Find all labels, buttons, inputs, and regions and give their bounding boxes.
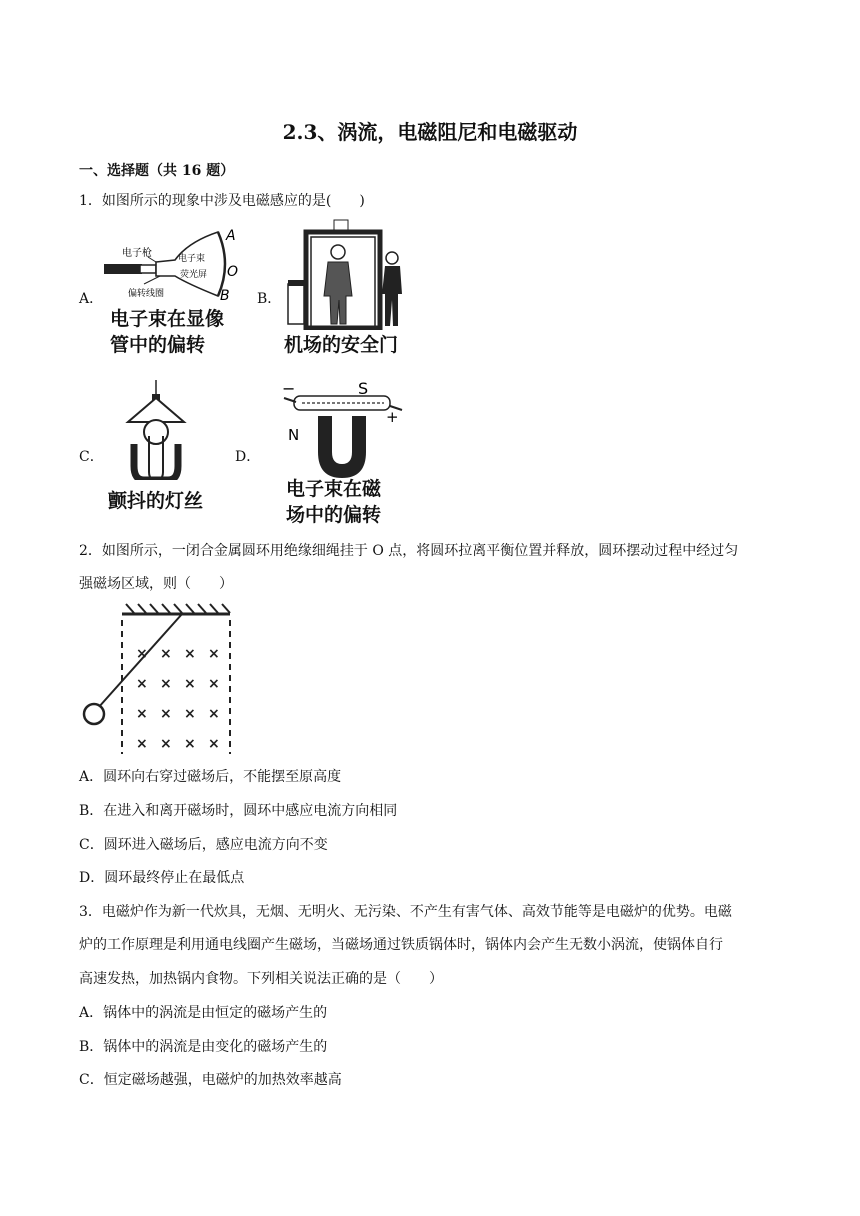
svg-text:A: A [226, 228, 236, 244]
q2-option-d: D．圆环最终停止在最低点 [79, 870, 245, 886]
q3-option-a: A．锅体中的涡流是由恒定的磁场产生的 [79, 1005, 328, 1021]
q1-figure-a [100, 222, 260, 362]
gun-label: 电子枪 [122, 248, 152, 259]
caption-a-line2: 管中的偏转 [110, 334, 206, 356]
screen-label: 荧光屏 [180, 270, 208, 280]
guard-body [382, 266, 402, 326]
q2-option-a: A．圆环向右穿过磁场后，不能摆至原高度 [79, 769, 342, 785]
svg-text:+: + [386, 408, 399, 426]
pendulum-field-diagram [76, 600, 236, 756]
q1-option-d-label: D． [235, 449, 261, 465]
q1-option-c-label: C． [79, 449, 104, 465]
q3-option-c: C．恒定磁场越强，电磁炉的加热效率越高 [79, 1072, 342, 1088]
horseshoe-magnet [318, 416, 366, 478]
metal-ring [84, 704, 104, 724]
caption-c: 颤抖的灯丝 [108, 490, 204, 512]
q2-option-b: B．在进入和离开磁场时，圆环中感应电流方向相同 [79, 803, 398, 819]
q3-option-b: B．锅体中的涡流是由变化的磁场产生的 [79, 1039, 328, 1055]
counter-box [288, 284, 304, 324]
q3-stem-line1: 3．电磁炉作为新一代炊具，无烟、无明火、无污染、不产生有害气体、高效节能等是电磁炉的优势。电磁 [79, 904, 732, 920]
q1-figure-b [282, 218, 422, 362]
q2-stem-line2: 强磁场区域，则（ ） [79, 576, 233, 592]
svg-text:N: N [288, 426, 300, 444]
electron-gun-nozzle [140, 265, 156, 273]
svg-text:×: × [184, 646, 196, 662]
svg-text:×: × [160, 646, 172, 662]
svg-text:S: S [358, 380, 369, 398]
q3-stem-line3: 高速发热，加热锅内食物。下列相关说法正确的是（ ） [79, 971, 443, 987]
bulb [144, 420, 168, 444]
svg-text:−: − [282, 380, 296, 398]
svg-text:×: × [136, 706, 148, 722]
person-body [324, 262, 352, 324]
svg-text:B: B [220, 288, 230, 300]
svg-text:×: × [208, 706, 220, 722]
section-heading: 一、选择题（共 16 题） [79, 163, 235, 179]
crt-tube-diagram [100, 222, 260, 300]
svg-text:×: × [208, 736, 220, 752]
lamp-shade [128, 398, 184, 422]
q1-option-a-label: A． [79, 291, 104, 307]
svg-text:×: × [184, 676, 196, 692]
guard-head [386, 252, 398, 264]
q3-stem-line2: 炉的工作原理是利用通电线圈产生磁场，当磁场通过铁质锅体时，锅体内会产生无数小涡流，使锅体自行 [79, 937, 723, 953]
svg-text:×: × [160, 706, 172, 722]
magnetic-field-crosses [136, 646, 220, 752]
ceiling-hatching [126, 604, 230, 613]
svg-text:×: × [160, 736, 172, 752]
u-magnet [134, 444, 178, 480]
caption-d-line2: 场中的偏转 [286, 504, 382, 526]
svg-text:×: × [184, 706, 196, 722]
beam-label: 电子束 [178, 254, 206, 264]
svg-text:×: × [208, 676, 220, 692]
svg-text:×: × [136, 646, 148, 662]
q1-figure-d [276, 380, 416, 530]
q2-stem-line1: 2．如图所示，一闭合金属圆环用绝缘细绳挂于 O 点，将圆环拉离平衡位置并释放，圆环摆动过程中经过匀 [79, 543, 739, 559]
tube-outline [156, 232, 225, 296]
caption-a-line1: 电子束在显像 [110, 308, 225, 330]
svg-text:×: × [136, 736, 148, 752]
security-gate-diagram [282, 218, 422, 330]
svg-text:×: × [160, 676, 172, 692]
q1-option-b-label: B． [257, 291, 282, 307]
q2-figure [76, 600, 236, 756]
caption-b: 机场的安全门 [284, 334, 399, 356]
coil-label: 偏转线圈 [128, 289, 165, 299]
svg-text:×: × [184, 736, 196, 752]
electron-gun-body [104, 264, 142, 274]
q1-figure-c [104, 380, 234, 520]
lamp-diagram [104, 380, 234, 480]
q2-option-c: C．圆环进入磁场后，感应电流方向不变 [79, 837, 328, 853]
svg-text:×: × [136, 676, 148, 692]
q1-stem: 1．如图所示的现象中涉及电磁感应的是( ) [79, 193, 365, 209]
svg-text:O: O [227, 264, 239, 280]
magnet-tube-diagram [276, 380, 416, 480]
person-head [331, 245, 345, 259]
page-title: 2.3、涡流，电磁阻尼和电磁驱动 [282, 120, 578, 144]
svg-text:×: × [208, 646, 220, 662]
gate-light [334, 220, 348, 230]
caption-d-line1: 电子束在磁 [286, 478, 382, 500]
